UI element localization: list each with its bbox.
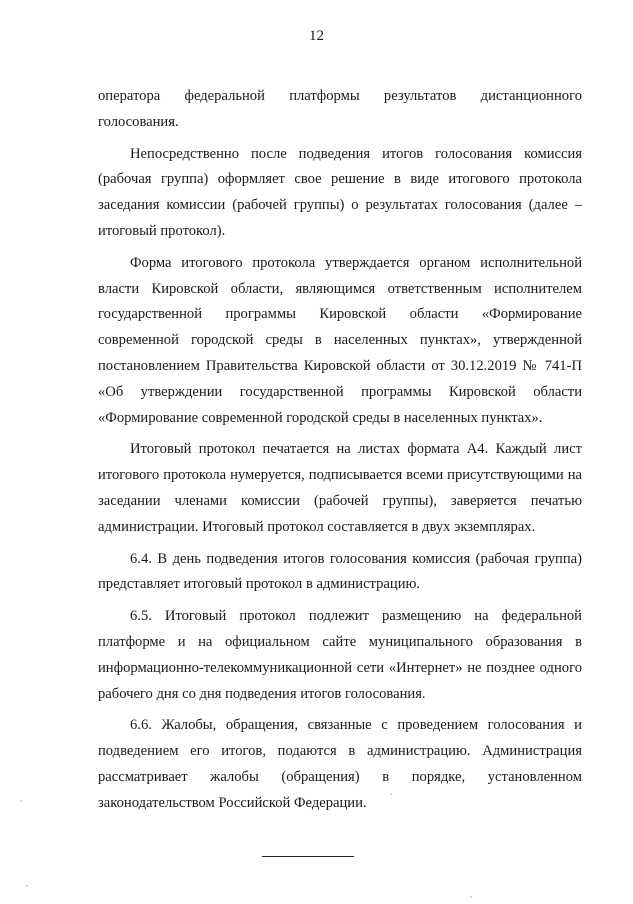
paragraph-3: Форма итогового протокола утверждается органом исполнительной власти Кировской области, являющимся ответственным исполнителем государственной программы Кировской области «Формирование современной городской среды в населенных пунктах», утвержденной постановлением Правительства Кировской области от 30.12.2019 № 741-П «Об утверждении государственной программы Кировской области «Формирование современной городской среды в населенных пунктах». [98,254,582,426]
document-body [98,84,582,823]
paragraph-1: оператора федеральной платформы результатов дистанционного голосования. [98,88,582,130]
page-number: 12 [309,28,324,44]
scan-speck [20,800,22,802]
paragraph-2: Непосредственно после подведения итогов голосования комиссия (рабочая группа) оформляет свое решение в виде итогового протокола заседания комиссии (рабочей группы) о результатах голосования (далее – итоговый протокол). [98,145,582,239]
end-of-text-rule [262,856,354,857]
paragraph-6-5: 6.5. Итоговый протокол подлежит размещению на федеральной платформе и на официальном сайте муниципального образования в информационно-телекоммуникационной сети «Интернет» не позднее одного рабочего дня со дня подведения итогов голосования. [98,608,582,702]
paragraph-4: Итоговый протокол печатается на листах формата А4. Каждый лист итогового протокола нумеруется, подписывается всеми присутствующими на заседании членами комиссии (рабочей группы), заверяется печатью администрации. Итоговый протокол составляется в двух экземплярах. [98,441,582,535]
paragraph-6-6: 6.6. Жалобы, обращения, связанные с проведением голосования и подведением его итогов, подаются в администрацию. Администрация рассматривает жалобы (обращения) в порядке, установленном законодательством Российской Федерации. [98,717,582,811]
scan-speck [390,793,392,795]
paragraph-6-4: 6.4. В день подведения итогов голосования комиссия (рабочая группа) представляет итоговый протокол в администрацию. [98,550,582,593]
scan-speck [26,885,28,887]
scan-speck [470,896,472,898]
